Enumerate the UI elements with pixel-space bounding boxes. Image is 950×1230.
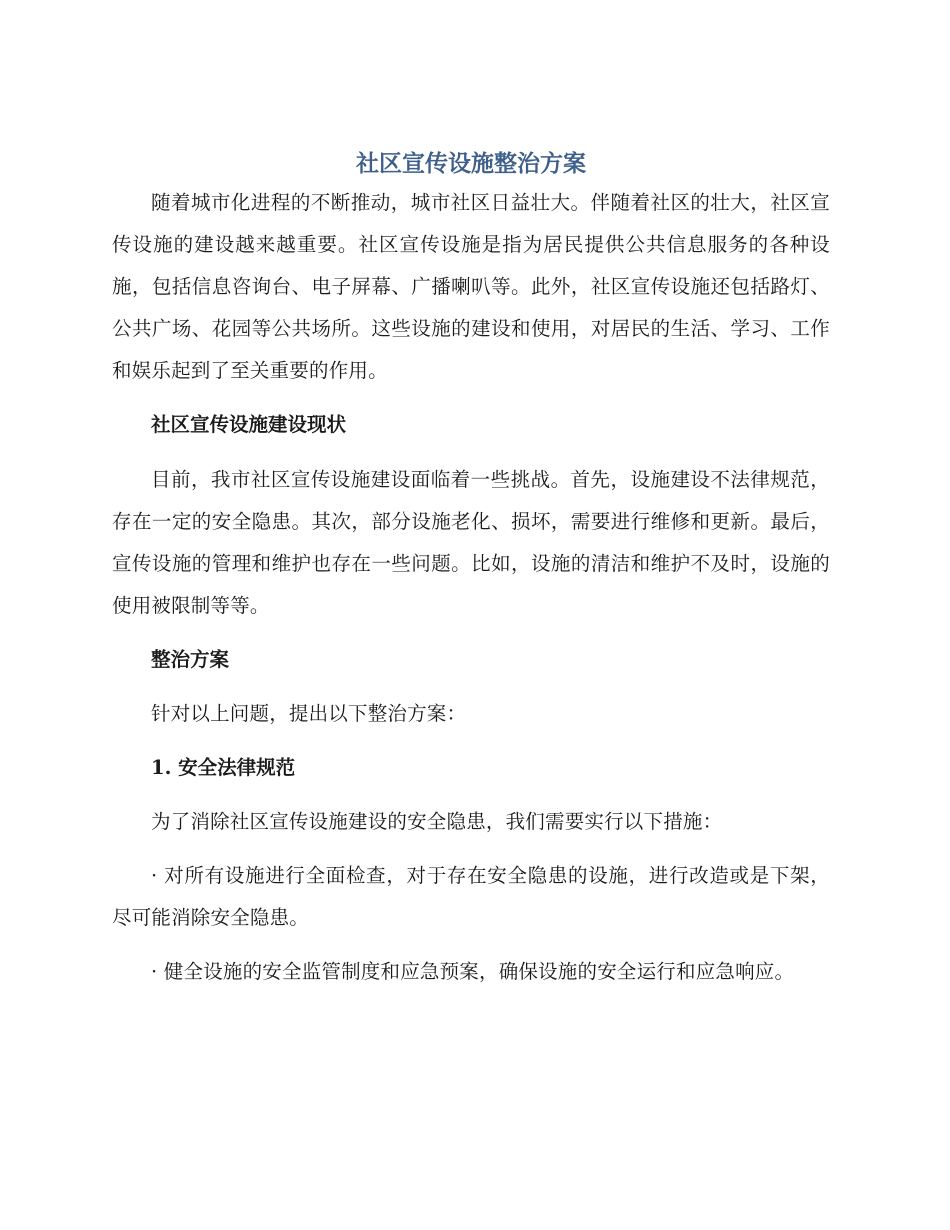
document-title: 社区宣传设施整治方案 [356, 151, 586, 177]
bullet-item: · 对所有设施进行全面检查，对于存在安全隐患的设施，进行改造或是下架，尽可能消除安全隐患。 [112, 864, 830, 929]
subsection-heading-safety: 1. 安全法律规范 [151, 756, 296, 779]
plan-intro-paragraph: 针对以上问题，提出以下整治方案： [151, 702, 467, 725]
safety-intro-paragraph: 为了消除社区宣传设施建设的安全隐患，我们需要实行以下措施： [151, 810, 723, 833]
status-paragraph: 目前，我市社区宣传设施建设面临着一些挑战。首先，设施建设不法律规范，存在一定的安全隐患。其次，部分设施老化、损坏，需要进行维修和更新。最后，宣传设施的管理和维护也存在一些问题。比如，设施的清洁和维护不及时，设施的使用被限制等等。 [112, 468, 830, 617]
intro-paragraph: 随着城市化进程的不断推动，城市社区日益壮大。伴随着社区的壮大，社区宣传设施的建设越来越重要。社区宣传设施是指为居民提供公共信息服务的各种设施，包括信息咨询台、电子屏幕、广播喇叭等。此外，社区宣传设施还包括路灯、公共广场、花园等公共场所。这些设施的建设和使用，对居民的生活、学习、工作和娱乐起到了至关重要的作用。 [112, 191, 830, 382]
bullet-item: · 健全设施的安全监管制度和应急预案，确保设施的安全运行和应急响应。 [151, 960, 795, 983]
document-page [112, 146, 830, 993]
section-heading-status: 社区宣传设施建设现状 [151, 413, 347, 436]
section-heading-plan: 整治方案 [151, 648, 230, 671]
